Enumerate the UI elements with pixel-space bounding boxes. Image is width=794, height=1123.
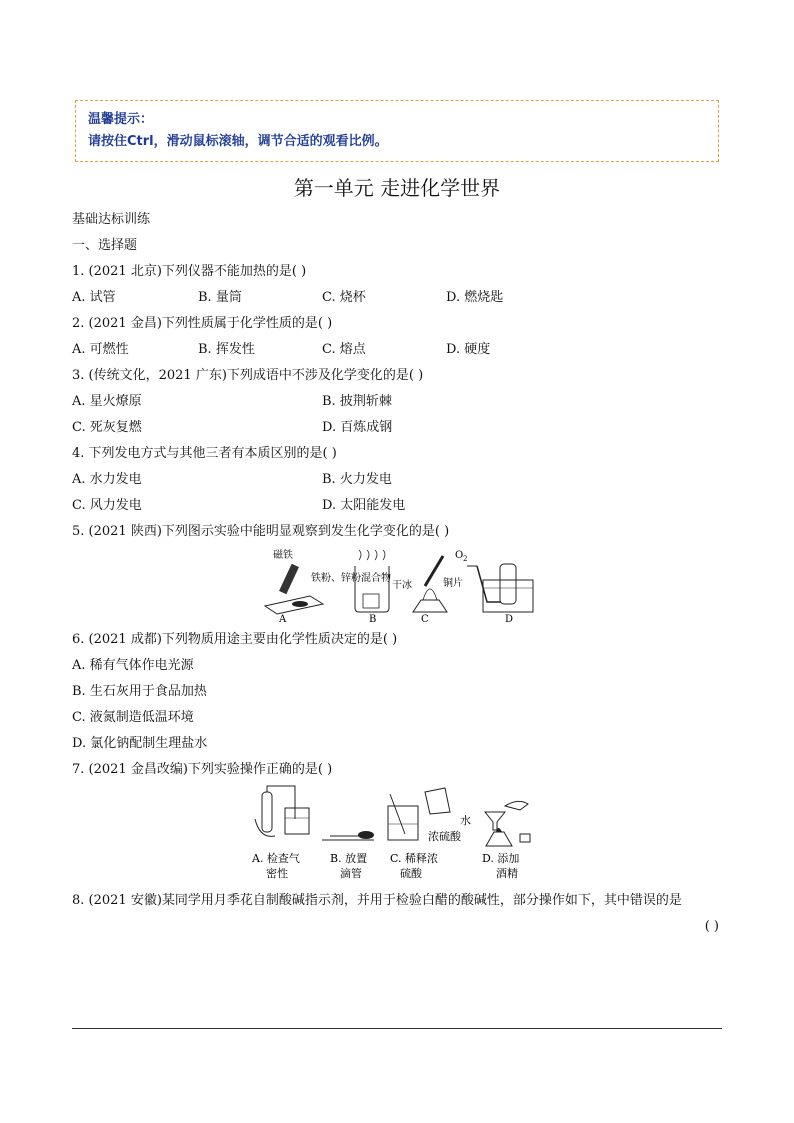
q4-option-a: A. 水力发电: [72, 472, 142, 487]
q7-stem: 7. (2021 金昌改编)下列实验操作正确的是( ): [72, 762, 333, 777]
q7-label-d1: D. 添加: [482, 852, 520, 865]
q5-label-b: B: [369, 614, 377, 624]
q1-option-d: D. 燃烧匙: [446, 290, 504, 305]
q3-stem: 3. (传统文化，2021 广东)下列成语中不涉及化学变化的是( ): [72, 368, 424, 383]
o2-label: O: [455, 550, 464, 561]
copper-label: 铜片: [443, 578, 463, 589]
q4-stem: 4. 下列发电方式与其他三者有本质区别的是( ): [72, 446, 337, 461]
magnet-label: 磁铁: [273, 550, 293, 561]
o2-subscript: 2: [463, 555, 468, 563]
footer-rule: [72, 1028, 722, 1029]
q1-option-a: A. 试管: [72, 290, 116, 305]
q5-fig-c: [413, 556, 463, 624]
q6-option-d: D. 氯化钠配制生理盐水: [72, 736, 208, 751]
q8-answer-paren: ( ): [704, 919, 719, 934]
q6-option-b: B. 生石灰用于食品加热: [72, 684, 207, 699]
q7-label-c1: C. 稀释浓: [390, 852, 439, 865]
q4-option-d: D. 太阳能发电: [322, 498, 406, 513]
q7-label-a2: 密性: [266, 867, 288, 880]
q2-option-d: D. 硬度: [446, 342, 491, 357]
q7-fig-b: [322, 831, 374, 880]
q4-option-b: B. 火力发电: [322, 472, 392, 487]
q2-option-b: B. 挥发性: [198, 342, 255, 357]
q6-stem: 6. (2021 成都)下列物质用途主要由化学性质决定的是( ): [72, 632, 398, 647]
tip-title: 温馨提示：: [88, 112, 154, 127]
q8-stem: 8. (2021 安徽)某同学用月季花自制酸碱指示剂，并用于检验白醋的酸碱性，部分操作如下，其中错误的是: [72, 893, 682, 908]
q5-label-d: D: [505, 614, 514, 624]
q5-label-a: A: [279, 614, 287, 624]
q3-option-d: D. 百炼成钢: [322, 420, 393, 435]
q6-option-a: A. 稀有气体作电光源: [72, 658, 194, 673]
q1-stem: 1. (2021 北京)下列仪器不能加热的是( ): [72, 264, 307, 279]
q5-fig-b: [355, 550, 412, 624]
q3-option-b: B. 披荆斩棘: [322, 394, 392, 409]
q7-label-a1: A. 检查气: [252, 852, 300, 865]
q1-option-b: B. 量筒: [198, 290, 242, 305]
q2-option-c: C. 熔点: [322, 342, 366, 357]
part-heading: 一、选择题: [72, 238, 138, 253]
q7-fig-d: [482, 801, 530, 880]
tip-text: 请按住Ctrl，滑动鼠标滚轴，调节合适的观看比例。: [88, 134, 388, 149]
powder-label: 铁粉、锌粉混合物: [311, 573, 391, 584]
q7-label-b2: 滴管: [340, 867, 362, 880]
q2-option-a: A. 可燃性: [72, 342, 129, 357]
q2-stem: 2. (2021 金昌)下列性质属于化学性质的是( ): [72, 316, 333, 331]
acid-label: 浓硫酸: [428, 830, 461, 843]
q7-label-c2: 硫酸: [400, 867, 422, 880]
q7-fig-a: [251, 786, 309, 880]
q3-option-a: A. 星火燎原: [72, 394, 142, 409]
q1-option-c: C. 烧杯: [322, 290, 366, 305]
q6-option-c: C. 液氮制造低温环境: [72, 710, 194, 725]
q5-fig-a: [265, 548, 391, 624]
q3-option-c: C. 死灰复燃: [72, 420, 142, 435]
q7-label-b1: B. 放置: [330, 852, 368, 865]
dryice-label: 干冰: [392, 580, 412, 591]
page-title: 第一单元 走进化学世界: [293, 176, 501, 200]
q5-stem: 5. (2021 陕西)下列图示实验中能明显观察到发生化学变化的是( ): [72, 524, 450, 539]
q5-label-c: C: [421, 614, 429, 624]
q5-figure: [255, 546, 535, 624]
q7-fig-c: [388, 788, 471, 880]
section-heading: 基础达标训练: [72, 212, 151, 227]
q4-option-c: C. 风力发电: [72, 498, 142, 513]
q7-label-d2: 酒精: [496, 867, 518, 880]
tip-box: [75, 100, 719, 162]
q5-fig-d: [455, 550, 533, 624]
water-label: 水: [460, 814, 471, 827]
q7-figure: [250, 784, 550, 884]
